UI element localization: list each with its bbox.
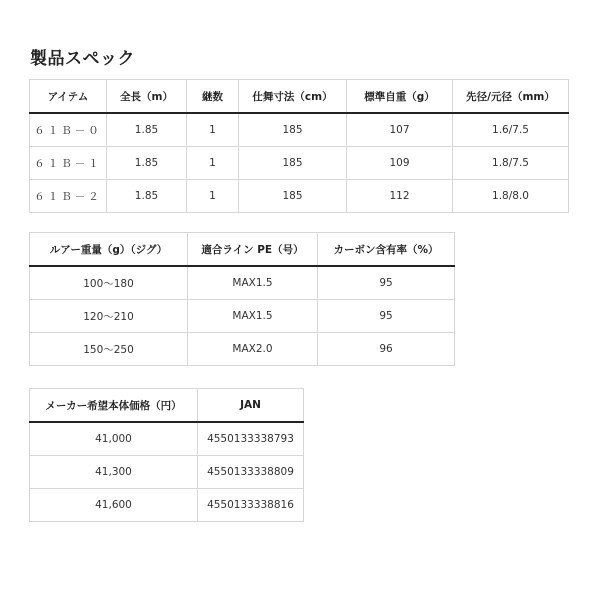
table-row <box>30 113 569 147</box>
table-cell: 1 <box>187 147 239 180</box>
table-cell: ６１Ｂ－２ <box>30 180 107 213</box>
table-cell: 41,600 <box>30 489 198 522</box>
table-cell: 41,000 <box>30 422 198 456</box>
table-cell: 1 <box>187 180 239 213</box>
table-cell: 1.85 <box>107 113 187 147</box>
table-cell: ６１Ｂ－１ <box>30 147 107 180</box>
table-cell: 41,300 <box>30 456 198 489</box>
table-row <box>30 180 569 213</box>
column-header: アイテム <box>30 80 107 114</box>
table-row <box>30 489 304 522</box>
column-header: 継数 <box>187 80 239 114</box>
table-cell: 112 <box>347 180 453 213</box>
table-cell: MAX2.0 <box>188 333 318 366</box>
table-row <box>30 266 455 300</box>
price-table <box>29 388 304 522</box>
table-cell: 107 <box>347 113 453 147</box>
column-header: 適合ライン PE（号） <box>188 233 318 267</box>
table-cell: 185 <box>239 147 347 180</box>
table-cell: 4550133338816 <box>198 489 304 522</box>
table-cell: MAX1.5 <box>188 300 318 333</box>
table-cell: 1.8/7.5 <box>453 147 569 180</box>
table-header-row <box>30 389 304 423</box>
table-row <box>30 456 304 489</box>
table-cell: 100〜180 <box>30 266 188 300</box>
table-cell: 185 <box>239 113 347 147</box>
table-cell: 1.85 <box>107 180 187 213</box>
table-cell: 1.6/7.5 <box>453 113 569 147</box>
table-cell: 120〜210 <box>30 300 188 333</box>
table-row <box>30 147 569 180</box>
table-cell: 96 <box>318 333 455 366</box>
table-cell: 1.85 <box>107 147 187 180</box>
column-header: 全長（m） <box>107 80 187 114</box>
table-cell: 150〜250 <box>30 333 188 366</box>
lure-table <box>29 232 455 366</box>
table-cell: 109 <box>347 147 453 180</box>
spec-table <box>29 79 569 213</box>
column-header: JAN <box>198 389 304 423</box>
column-header: 先径/元径（mm） <box>453 80 569 114</box>
table-row <box>30 422 304 456</box>
table-cell: 185 <box>239 180 347 213</box>
table-row <box>30 333 455 366</box>
table-cell: 1 <box>187 113 239 147</box>
table-header-row <box>30 80 569 114</box>
table-cell: 95 <box>318 300 455 333</box>
table-cell: 95 <box>318 266 455 300</box>
page-title: 製品スペック <box>30 49 135 69</box>
table-cell: 4550133338793 <box>198 422 304 456</box>
table-cell: ６１Ｂ－０ <box>30 113 107 147</box>
column-header: カーボン含有率（%） <box>318 233 455 267</box>
column-header: ルアー重量（g）（ジグ） <box>30 233 188 267</box>
column-header: 仕舞寸法（cm） <box>239 80 347 114</box>
table-cell: 4550133338809 <box>198 456 304 489</box>
table-cell: 1.8/8.0 <box>453 180 569 213</box>
column-header: 標準自重（g） <box>347 80 453 114</box>
column-header: メーカー希望本体価格（円） <box>30 389 198 423</box>
table-header-row <box>30 233 455 267</box>
table-row <box>30 300 455 333</box>
table-cell: MAX1.5 <box>188 266 318 300</box>
